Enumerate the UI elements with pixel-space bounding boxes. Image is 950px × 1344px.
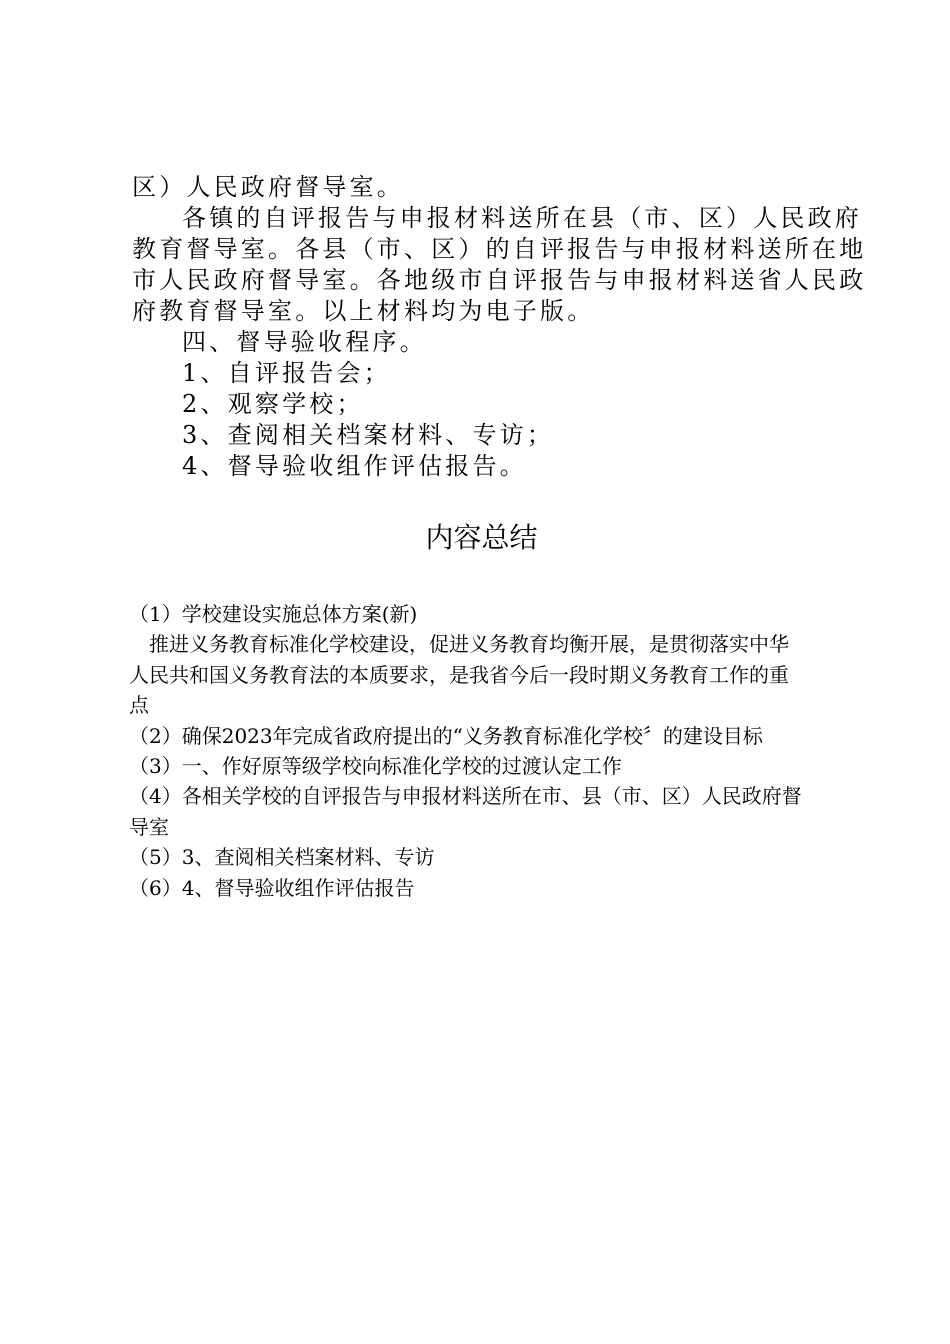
body-line: 市人民政府督导室。各地级市自评报告与申报材料送省人民政 — [132, 266, 867, 294]
body-line: 教育督导室。各县（市、区）的自评报告与申报材料送所在地 — [132, 235, 867, 263]
summary-line: 人民共和国义务教育法的本质要求，是我省今后一段时期义务教育工作的重 — [129, 662, 789, 687]
summary-line: （5）3、查阅相关档案材料、专访 — [129, 845, 435, 870]
summary-line: （2）确保2023年完成省政府提出的“义务教育标准化学校〞的建设目标 — [129, 723, 763, 748]
summary-line: 推进义务教育标准化学校建设，促进义务教育均衡开展，是贯彻落实中华 — [149, 632, 789, 657]
summary-line: （3）一、作好原等级学校向标准化学校的过渡认定工作 — [129, 753, 622, 778]
body-line: 各镇的自评报告与申报材料送所在县（市、区）人民政府 — [182, 204, 862, 232]
summary-list — [129, 599, 829, 903]
body-line: 府教育督导室。以上材料均为电子版。 — [132, 297, 595, 325]
summary-title: 内容总结 — [425, 523, 538, 554]
summary-line: （1）学校建设实施总体方案(新) — [129, 602, 418, 626]
procedure-item: 1、自评报告会； — [182, 359, 391, 387]
body-text — [132, 172, 867, 482]
summary-line: 导室 — [129, 814, 169, 839]
procedure-item: 2、观察学校； — [182, 390, 364, 418]
body-line: 区）人民政府督导室。 — [132, 173, 404, 201]
summary-line: 点 — [129, 693, 149, 718]
procedure-item: 3、查阅相关档案材料、专访； — [182, 421, 555, 449]
section-heading: 四、督导验收程序。 — [182, 328, 427, 356]
summary-line: （4）各相关学校的自评报告与申报材料送所在市、县（市、区）人民政府督 — [129, 784, 802, 809]
procedure-item: 4、督导验收组作评估报告。 — [182, 452, 527, 480]
summary-line: （6）4、督导验收组作评估报告 — [129, 875, 415, 900]
